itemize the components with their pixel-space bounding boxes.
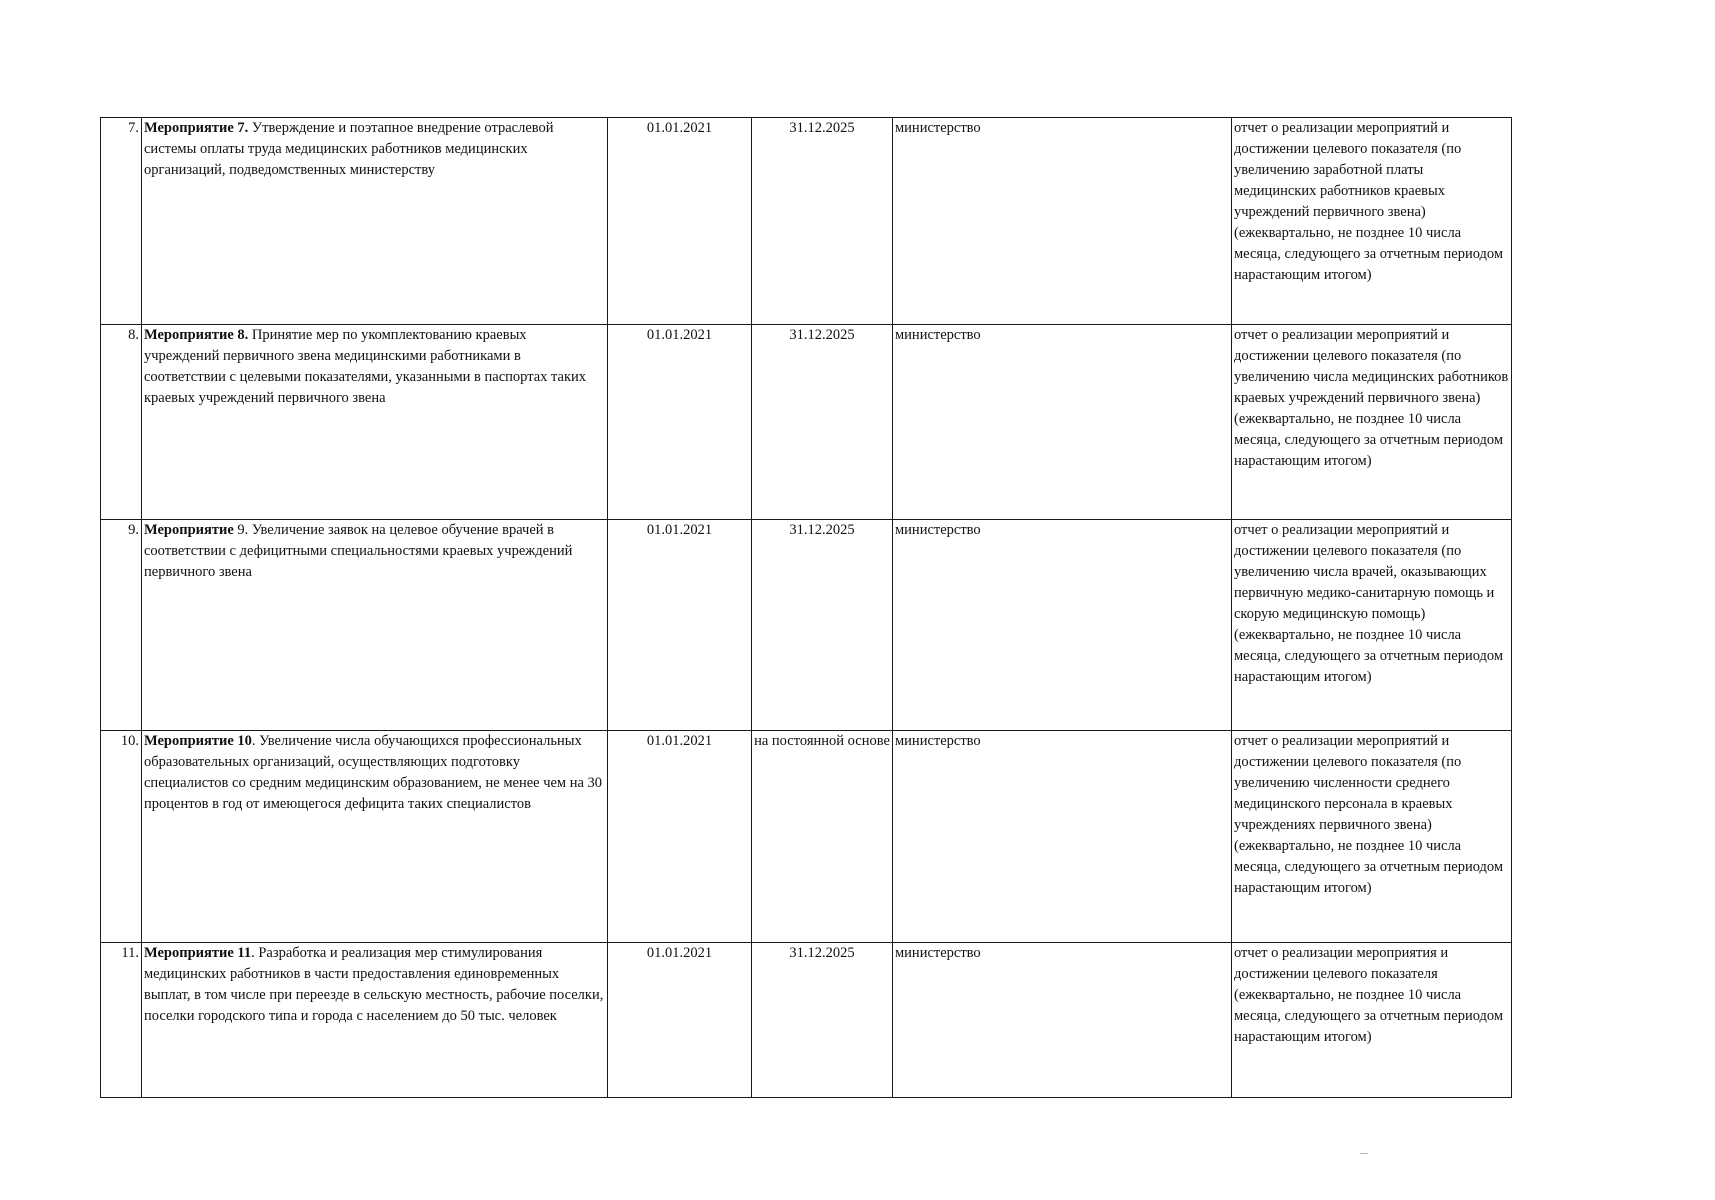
row-number: 8.: [101, 325, 142, 520]
activity-label: Мероприятие 7.: [144, 120, 249, 136]
row-number: 7.: [101, 118, 142, 325]
start-date: 01.01.2021: [608, 520, 752, 731]
expected-result: отчет о реализации мероприятий и достижении целевого показателя (по увеличению численности среднего медицинского персонала в краевых учреждениях первичного звена) (ежеквартально, не позднее 10 числа месяца, следующего за отчетным периодом нарастающим итогом): [1232, 731, 1512, 943]
start-date: 01.01.2021: [608, 731, 752, 943]
activity-text: Принятие мер по укомплектованию краевых учреждений первичного звена медицинскими работниками в соответствии с целевыми показателями, указанными в паспортах таких краевых учреждений первичного звена: [144, 327, 587, 406]
scan-speck: [1360, 1153, 1368, 1154]
start-date: 01.01.2021: [608, 325, 752, 520]
activities-table: [100, 117, 1512, 1098]
expected-result: отчет о реализации мероприятий и достижении целевого показателя (по увеличению заработной платы медицинских работников краевых учреждений первичного звена) (ежеквартально, не позднее 10 числа месяца, следующего за отчетным периодом нарастающим итогом): [1232, 118, 1512, 325]
activity-description: [142, 520, 608, 731]
start-date: 01.01.2021: [608, 118, 752, 325]
responsible-executor: министерство: [893, 118, 1232, 325]
activity-description: [142, 943, 608, 1098]
activity-label: Мероприятие 11: [144, 945, 252, 961]
table-row: [101, 731, 1512, 943]
activity-label: Мероприятие: [144, 522, 234, 538]
start-date: 01.01.2021: [608, 943, 752, 1098]
activity-text: Утверждение и поэтапное внедрение отраслевой системы оплаты труда медицинских работников медицинских организаций, подведомственных министерству: [144, 120, 554, 178]
expected-result: отчет о реализации мероприятий и достижении целевого показателя (по увеличению числа медицинских работников краевых учреждений первичного звена) (ежеквартально, не позднее 10 числа месяца, следующего за отчетным периодом нарастающим итогом): [1232, 325, 1512, 520]
table-row: [101, 943, 1512, 1098]
responsible-executor: министерство: [893, 520, 1232, 731]
row-number: 9.: [101, 520, 142, 731]
activity-label: Мероприятие 10: [144, 733, 252, 749]
end-date: 31.12.2025: [752, 943, 893, 1098]
table-row: [101, 325, 1512, 520]
activity-description: [142, 325, 608, 520]
table-row: [101, 118, 1512, 325]
activity-text: . Увеличение числа обучающихся профессиональных образовательных организаций, осуществляющих подготовку специалистов со средним медицинским образованием, не менее чем на 30 процентов в год от имеющегося дефицита таких специалистов: [144, 733, 603, 812]
end-date: на постоянной основе: [752, 731, 893, 943]
table-row: [101, 520, 1512, 731]
end-date: 31.12.2025: [752, 118, 893, 325]
activity-label: Мероприятие 8.: [144, 327, 249, 343]
responsible-executor: министерство: [893, 943, 1232, 1098]
end-date: 31.12.2025: [752, 325, 893, 520]
responsible-executor: министерство: [893, 731, 1232, 943]
end-date: 31.12.2025: [752, 520, 893, 731]
expected-result: отчет о реализации мероприятий и достижении целевого показателя (по увеличению числа врачей, оказывающих первичную медико-санитарную помощь и скорую медицинскую помощь) (ежеквартально, не позднее 10 числа месяца, следующего за отчетным периодом нарастающим итогом): [1232, 520, 1512, 731]
activity-description: [142, 731, 608, 943]
activity-description: [142, 118, 608, 325]
row-number: 10.: [101, 731, 142, 943]
row-number: 11.: [101, 943, 142, 1098]
expected-result: отчет о реализации мероприятия и достижении целевого показателя (ежеквартально, не позднее 10 числа месяца, следующего за отчетным периодом нарастающим итогом): [1232, 943, 1512, 1098]
responsible-executor: министерство: [893, 325, 1232, 520]
activity-text: . Разработка и реализация мер стимулирования медицинских работников в части предоставления единовременных выплат, в том числе при переезде в сельскую местность, рабочие поселки, поселки городского типа и города с населением до 50 тыс. человек: [144, 945, 604, 1024]
activity-text: 9. Увеличение заявок на целевое обучение врачей в соответствии с дефицитными специальностями краевых учреждений первичного звена: [144, 522, 573, 580]
